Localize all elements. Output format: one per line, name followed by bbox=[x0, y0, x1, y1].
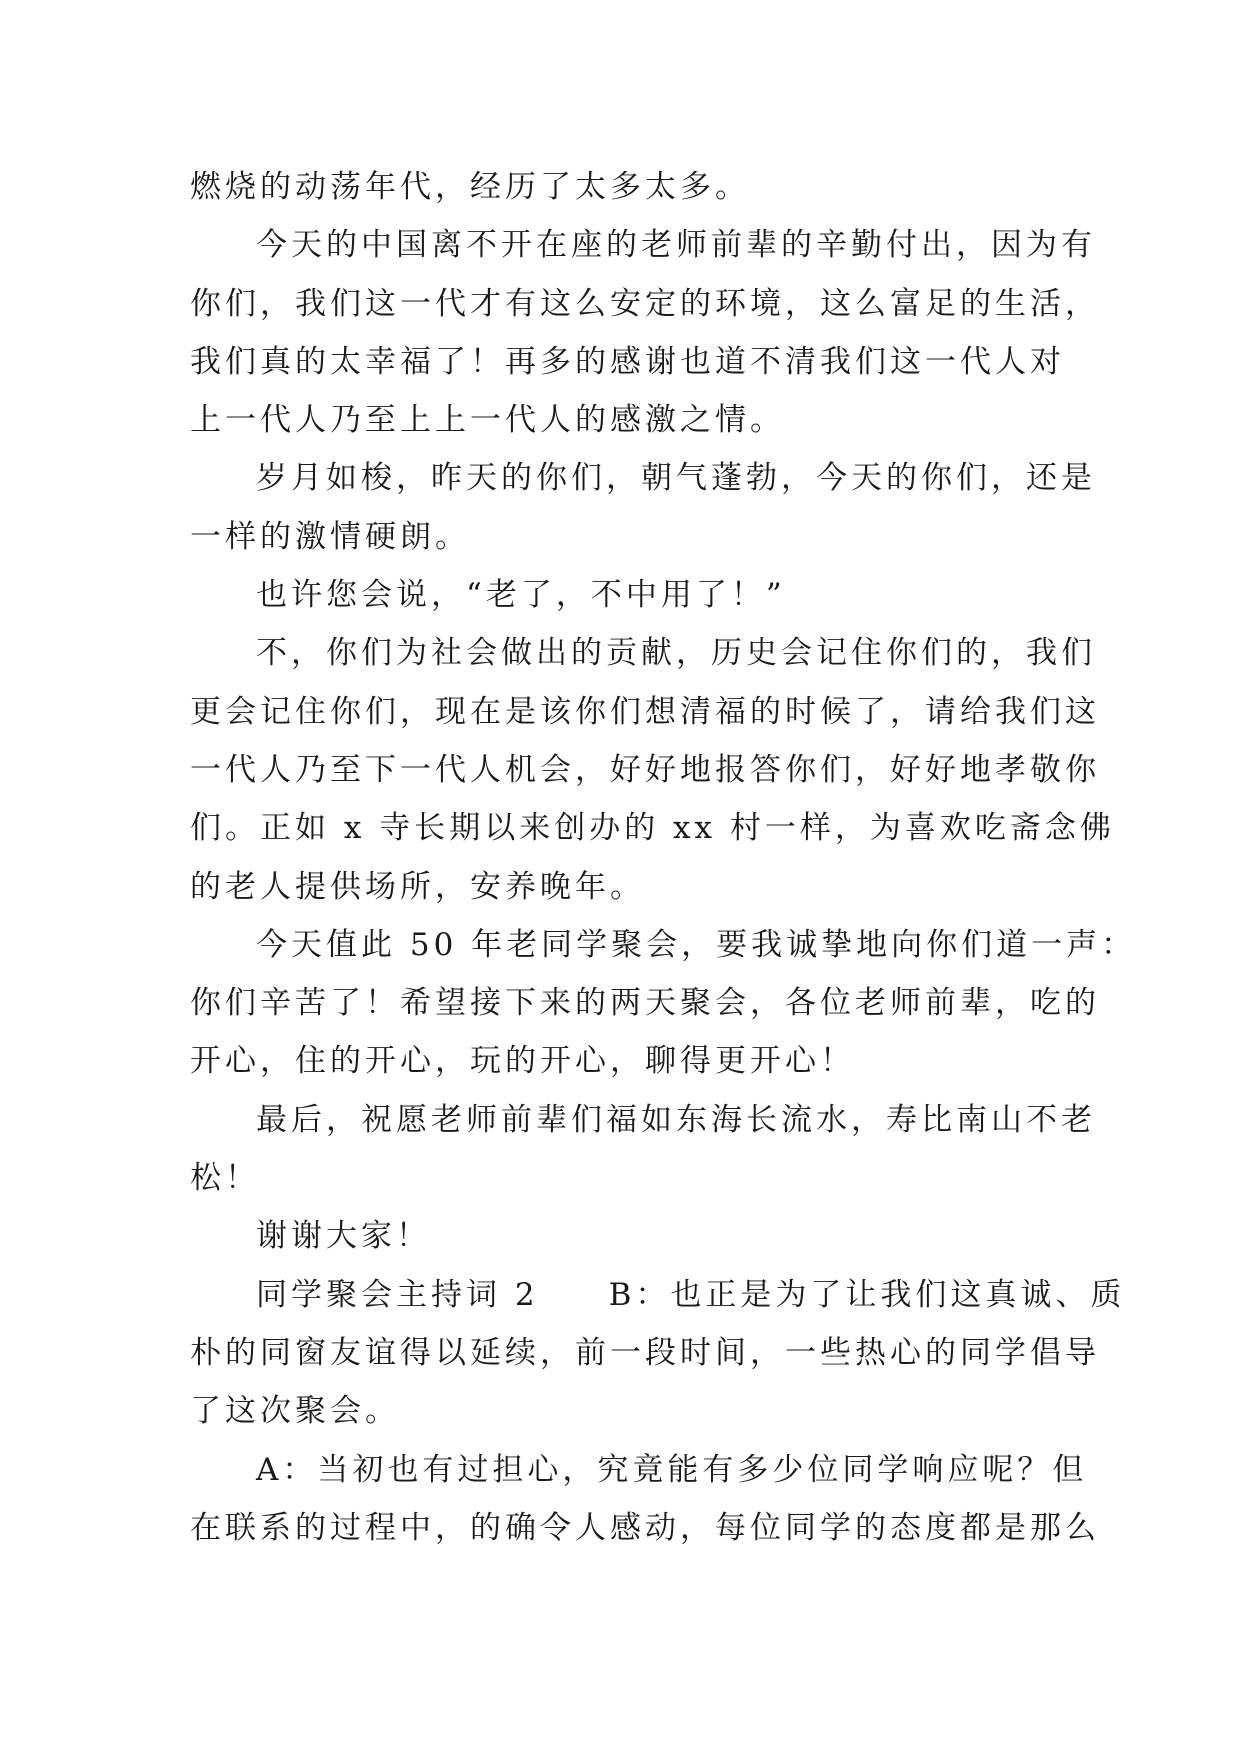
text-line: 同学聚会主持词 2 B：也正是为了让我们这真诚、质 bbox=[256, 1276, 1126, 1313]
text-line: 了这次聚会。 bbox=[190, 1393, 400, 1430]
text-line: 在联系的过程中，的确令人感动，每位同学的态度都是那么 bbox=[190, 1509, 1100, 1546]
text-line: 的老人提供场所，安养晚年。 bbox=[190, 868, 645, 905]
text-line: 们。正如 x 寺长期以来创办的 xx 村一样，为喜欢吃斋念佛 bbox=[190, 810, 1115, 847]
text-line: 更会记住你们，现在是该你们想清福的时候了，请给我们这 bbox=[190, 693, 1100, 730]
text-line: 不，你们为社会做出的贡献，历史会记住你们的，我们 bbox=[256, 635, 1096, 672]
text-line: 也许您会说，“老了，不中用了！” bbox=[256, 577, 786, 614]
text-line: 燃烧的动荡年代，经历了太多太多。 bbox=[190, 169, 750, 205]
text-line: 开心，住的开心，玩的开心，聊得更开心！ bbox=[190, 1043, 855, 1080]
text-line: 谢谢大家！ bbox=[256, 1218, 431, 1255]
text-line: 一样的激情硬朗。 bbox=[190, 518, 470, 555]
text-line: 今天的中国离不开在座的老师前辈的辛勤付出，因为有 bbox=[256, 227, 1096, 264]
text-line: A：当初也有过担心，究竟能有多少位同学响应呢？但 bbox=[256, 1451, 1088, 1488]
text-line: 岁月如梭，昨天的你们，朝气蓬勃，今天的你们，还是 bbox=[256, 460, 1096, 497]
text-line: 你们辛苦了！希望接下来的两天聚会，各位老师前辈，吃的 bbox=[190, 985, 1100, 1022]
text-line: 松！ bbox=[190, 1160, 260, 1197]
text-line: 朴的同窗友谊得以延续，前一段时间，一些热心的同学倡导 bbox=[190, 1334, 1100, 1371]
text-line: 上一代人乃至上上一代人的感激之情。 bbox=[190, 402, 785, 439]
text-line: 一代人乃至下一代人机会，好好地报答你们，好好地孝敬你 bbox=[190, 751, 1100, 788]
text-line: 我们真的太幸福了！再多的感谢也道不清我们这一代人对 bbox=[190, 343, 1065, 380]
text-line: 你们，我们这一代才有这么安定的环境，这么富足的生活， bbox=[190, 285, 1100, 322]
text-line: 今天值此 50 年老同学聚会，要我诚挚地向你们道一声： bbox=[256, 926, 1137, 963]
document-body bbox=[190, 158, 1137, 1557]
text-line: 最后，祝愿老师前辈们福如东海长流水，寿比南山不老 bbox=[256, 1101, 1096, 1138]
